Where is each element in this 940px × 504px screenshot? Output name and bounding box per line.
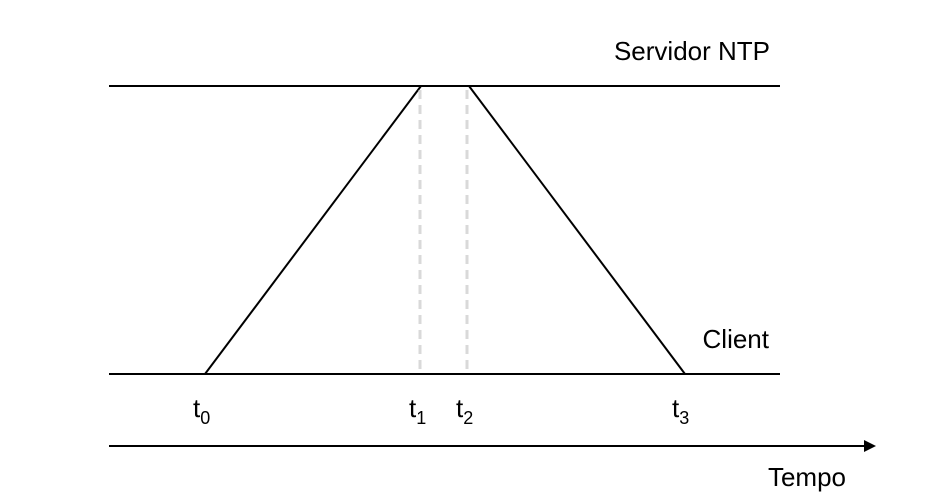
time-axis-label: Tempo <box>767 462 846 492</box>
t1-label <box>409 393 426 428</box>
t2-label <box>456 393 473 428</box>
server-label: Servidor NTP <box>613 36 770 66</box>
t0-subscript: 0 <box>200 408 211 428</box>
t3-label <box>672 393 689 428</box>
response-message-line <box>469 86 685 374</box>
t3-subscript: 3 <box>679 408 690 428</box>
client-label: Client <box>702 324 769 354</box>
t2-subscript: 2 <box>463 408 474 428</box>
t1-subscript: 1 <box>416 408 427 428</box>
t0-label <box>193 393 210 428</box>
t3-base: t <box>672 393 680 423</box>
t1-base: t <box>409 393 417 423</box>
request-message-line <box>205 86 421 374</box>
t0-base: t <box>193 393 201 423</box>
t2-base: t <box>456 393 464 423</box>
